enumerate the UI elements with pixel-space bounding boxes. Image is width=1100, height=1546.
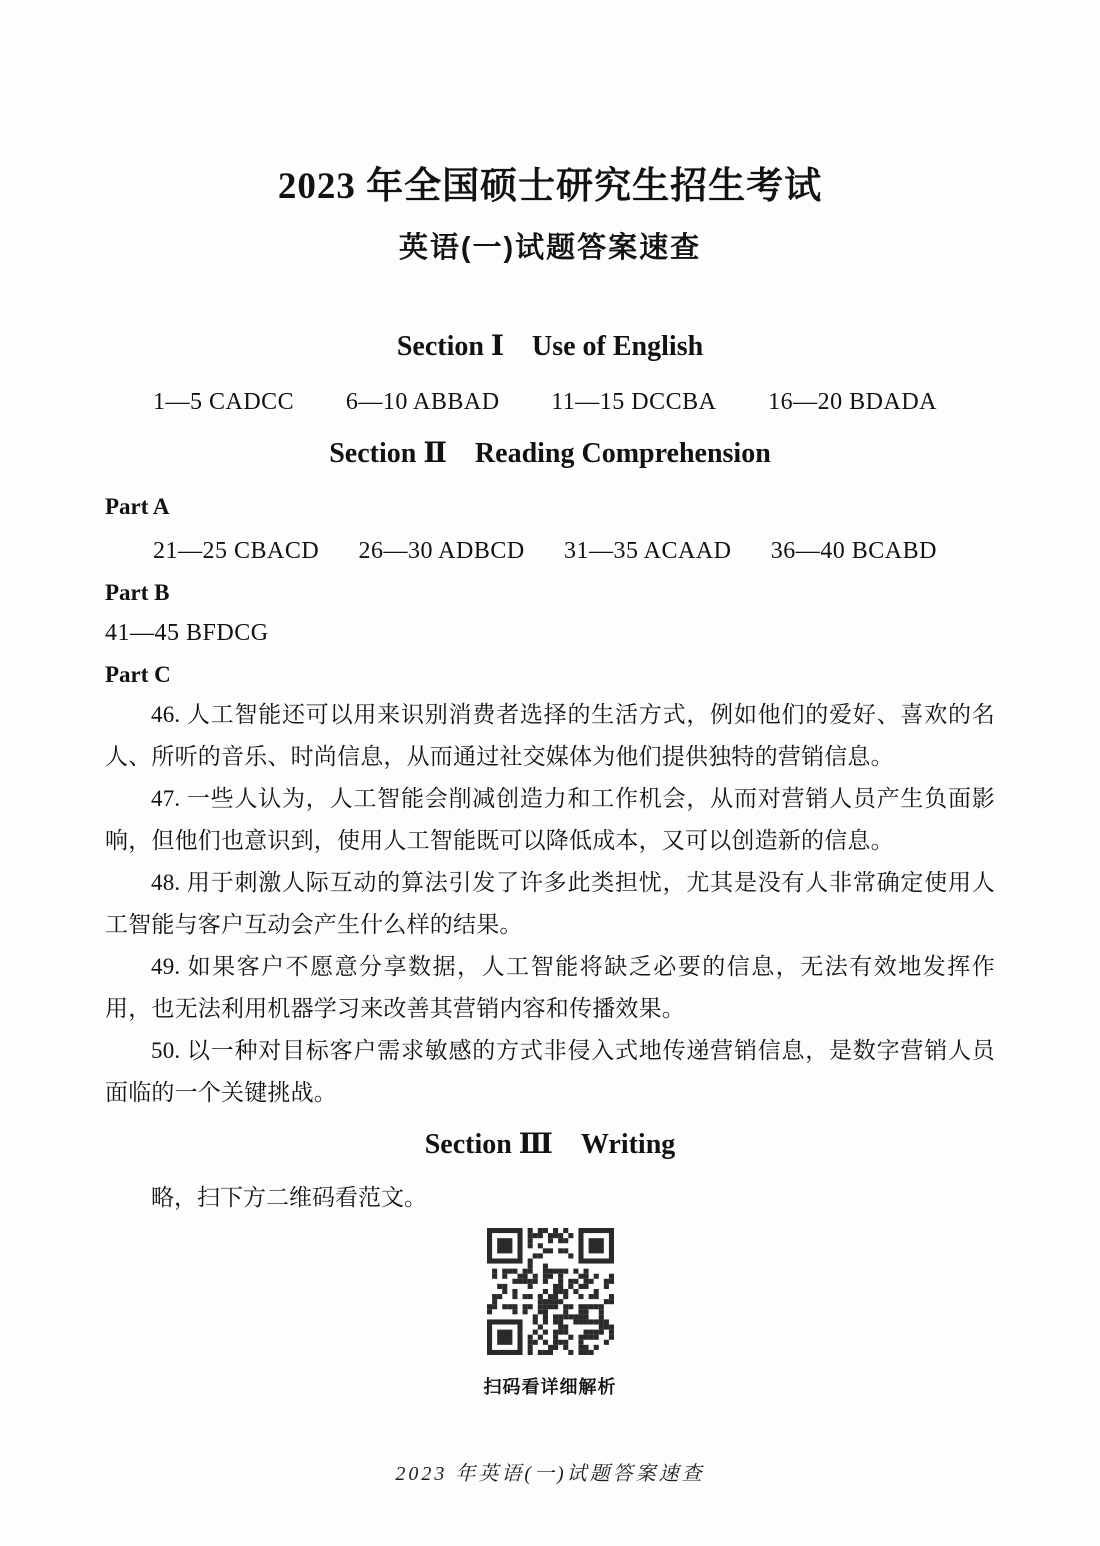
answer-group-1-5: 1—5 CADCC bbox=[153, 389, 295, 415]
qr-code bbox=[487, 1228, 614, 1355]
answer-group-16-20: 16—20 BDADA bbox=[768, 389, 937, 415]
page-footer: 2023 年英语(一)试题答案速查 bbox=[395, 1463, 705, 1485]
answer-group-41-45: 41—45 BFDCG bbox=[105, 620, 269, 646]
section-1-answer-row bbox=[105, 387, 995, 417]
answer-group-36-40: 36—40 BCABD bbox=[770, 538, 937, 564]
section-2-label: Section Ⅱ bbox=[329, 438, 447, 469]
translation-46: 46. 人工智能还可以用来识别消费者选择的生活方式，例如他们的爱好、喜欢的名人、所听的音乐、时尚信息，从而通过社交媒体为他们提供独特的营销信息。 bbox=[105, 702, 995, 769]
translation-47: 47. 一些人认为，人工智能会削减创造力和工作机会，从而对营销人员产生负面影响，但他们也意识到，使用人工智能既可以降低成本，又可以创造新的信息。 bbox=[105, 786, 995, 853]
section-3-label: Section Ⅲ bbox=[424, 1129, 553, 1160]
section-1-label: Section Ⅰ bbox=[396, 331, 505, 362]
section-1-title: Use of English bbox=[532, 331, 704, 362]
document-subtitle: 英语(一)试题答案速查 bbox=[398, 232, 702, 264]
section-2-title: Reading Comprehension bbox=[474, 438, 771, 469]
answer-group-31-35: 31—35 ACAAD bbox=[563, 538, 732, 564]
document-title: 2023 年全国硕士研究生招生考试 bbox=[277, 166, 823, 207]
qr-code-wrap bbox=[105, 1228, 995, 1360]
part-a-answer-row bbox=[105, 536, 995, 566]
part-b-answer-row bbox=[105, 618, 995, 648]
answer-group-11-15: 11—15 DCCBA bbox=[551, 389, 717, 415]
answer-group-21-25: 21—25 CBACD bbox=[153, 538, 320, 564]
section-2-heading bbox=[105, 437, 995, 471]
translation-48: 48. 用于刺激人际互动的算法引发了许多此类担忧，尤其是没有人非常确定使用人工智能与客户互动会产生什么样的结果。 bbox=[105, 870, 995, 937]
section-3-heading bbox=[105, 1128, 995, 1162]
part-a-label: Part A bbox=[105, 494, 170, 519]
translation-49: 49. 如果客户不愿意分享数据，人工智能将缺乏必要的信息，无法有效地发挥作用，也无法利用机器学习来改善其营销内容和传播效果。 bbox=[105, 954, 995, 1021]
part-c-translations bbox=[105, 694, 995, 1114]
section-1-heading bbox=[105, 330, 995, 364]
answer-group-26-30: 26—30 ADBCD bbox=[358, 538, 525, 564]
section-3-title: Writing bbox=[580, 1129, 676, 1160]
part-b-label: Part B bbox=[105, 580, 170, 605]
translation-50: 50. 以一种对目标客户需求敏感的方式非侵入式地传递营销信息，是数字营销人员面临的一个关键挑战。 bbox=[105, 1038, 995, 1105]
writing-note: 略，扫下方二维码看范文。 bbox=[151, 1185, 427, 1210]
answer-group-6-10: 6—10 ABBAD bbox=[345, 389, 500, 415]
part-c-label: Part C bbox=[105, 662, 171, 687]
qr-caption: 扫码看详细解析 bbox=[483, 1377, 617, 1397]
